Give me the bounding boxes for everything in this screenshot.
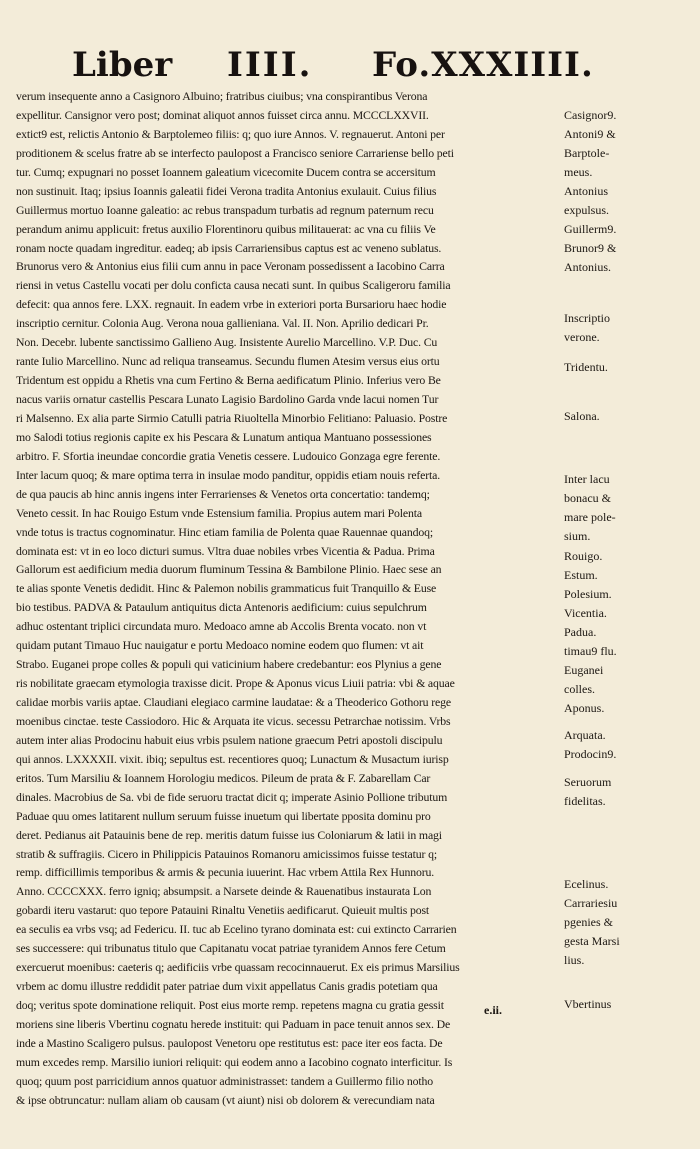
text-line: Strabo. Euganei prope colles & populi qui vaticinium habere credebantur: eos Plynius a gene bbox=[16, 657, 442, 672]
text-line: riensi in vetus Castellu vocati per dolu conficta causa necati sunt. In quibus Scaligeroru familia bbox=[16, 278, 451, 293]
margin-note: Polesium. bbox=[564, 587, 612, 602]
header-liber: Liber bbox=[72, 45, 173, 85]
margin-note: Carrariesiu bbox=[564, 896, 618, 911]
text-line: moenibus cinctae. teste Cassiodoro. Hic & Arquata ite vicus. secessu Petrarchae notissim. Vrbs bbox=[16, 713, 451, 728]
text-line: vrbem ac domu illustre reddidit pater patriae dum vixit appellatus Canis gradis potetiam qua bbox=[16, 979, 438, 994]
margin-note: lius. bbox=[564, 953, 585, 968]
margin-note: Vicentia. bbox=[564, 606, 607, 621]
margin-note: Antonius. bbox=[564, 259, 612, 274]
margin-note: Rouigo. bbox=[564, 549, 603, 564]
margin-note: Prodocin9. bbox=[564, 746, 617, 761]
margin-note: Casignor9. bbox=[564, 107, 617, 122]
margin-note: Vbertinus bbox=[564, 996, 612, 1011]
text-line: bio testibus. PADVA & Pataulum antiquitus dicta Antenoris aedificium: cuius sepulchrum bbox=[16, 600, 427, 615]
text-line: defecit: qua annos fere. LXX. regnauit. In eadem vrbe in exteriori porta Bursarioru haec hodie bbox=[16, 297, 447, 312]
margin-note: Ecelinus. bbox=[564, 877, 609, 892]
margin-note: meus. bbox=[564, 164, 593, 179]
margin-note: sium. bbox=[564, 528, 591, 543]
margin-note: mare pole- bbox=[564, 509, 616, 524]
header-folio-number: Fo.XXXIIII. bbox=[372, 45, 594, 85]
text-line: exercuerut moenibus: caeteris q; aedificiis vrbe quassam recocinnauerut. Ex eis primus Marsilius bbox=[16, 960, 460, 975]
text-line: adhuc ostentant triplici circundata muro. Medoaco amne ab Accolis Brenta vocato. non vt bbox=[16, 619, 427, 634]
margin-note: Antonius bbox=[564, 183, 609, 198]
text-line: ri Malsenno. Ex alia parte Sirmio Catulli patria Riuoltella Minorbio Felitiano: Paluasio. Postre bbox=[16, 410, 448, 425]
text-line: te alias sponte Venetis dedidit. Hinc & Palemon nobilis grammaticus fuit Tranquillo & Euse bbox=[16, 581, 437, 596]
text-line: Gallorum est aedificium media duorum fluminum Tessina & Bambilone Plinio. Haec sese an bbox=[16, 562, 442, 577]
text-line: calidae morbis variis aptae. Claudiani elegiaco carmine laudatae: & a Theoderico Gothoru rege bbox=[16, 695, 451, 709]
header-book-number: IIII. bbox=[227, 45, 313, 85]
margin-note: pgenies & bbox=[564, 915, 613, 930]
text-line: Veneto cessit. In hac Rouigo Estum vnde Estensium familia. Propius autem mari Polenta bbox=[16, 505, 422, 520]
text-line: ronam nocte quadam ingreditur. eadeq; ab ipsis Carrariensibus captus est ac veneno sublatus. bbox=[16, 240, 442, 255]
text-line: deret. Pedianus ait Patauinis bene de rep. meritis datum fuisse ius Coloniarum & latii in magi bbox=[16, 827, 442, 842]
text-line: nacus variis ornatur castellis Pescara Lunato Lagisio Bardolino Garda vnde lacui nomen Tur bbox=[16, 392, 439, 406]
text-line: inscriptio cernitur. Colonia Aug. Verona noua gallieniana. Val. II. Non. Aprilio dedicari Pr. bbox=[16, 316, 429, 331]
text-line: qui annos. LXXXXII. vixit. ibiq; sepultus est. recentiores quoq; Lunactum & Musactum iurisp bbox=[16, 751, 449, 766]
text-line: autem inter alias Prodocinu habuit eius vrbis psulem natione graecum Petri apostoli discipulu bbox=[16, 732, 443, 747]
margin-note: Tridentu. bbox=[564, 359, 608, 374]
margin-note: Seruorum bbox=[564, 774, 612, 789]
margin-note: Inter lacu bbox=[564, 471, 610, 486]
text-line: expellitur. Cansignor vero post; dominat aliquot annos fuisset circa annu. MCCCLXXVII. bbox=[16, 107, 429, 122]
margin-note: timau9 flu. bbox=[564, 644, 617, 659]
text-line: Inter lacum quoq; & mare optima terra in insulae modo panditur, oppidis etiam nouis referta. bbox=[16, 467, 441, 482]
margin-note: Guillerm9. bbox=[564, 221, 617, 236]
running-header bbox=[72, 40, 592, 90]
margin-note: Arquata. bbox=[564, 727, 606, 742]
margin-note: bonacu & bbox=[564, 490, 611, 505]
margin-note: Barptole- bbox=[564, 145, 610, 160]
text-line: proditionem & scelus fratre ab se interfecto paulopost a Francisco seniore Carrariense bello peti bbox=[16, 145, 454, 160]
text-line: Non. Decebr. lubente sanctissimo Gallieno Aug. Insistente Aurelio Marcellino. V.P. Duc. Cu bbox=[16, 335, 438, 350]
text-line: Paduae quu omes latitarent nullum seruum fuisse inuetum qui libertate pposita dominu pro bbox=[16, 808, 431, 823]
text-line: extict9 est, relictis Antonio & Barptolemeo filiis: q; quo iure Annos. V. regnauerut. Antoni per bbox=[16, 126, 445, 141]
margin-note: verone. bbox=[564, 329, 600, 344]
signature-mark: e.ii. bbox=[484, 1003, 502, 1017]
text-line: & ipse obtruncatur: nullam aliam ob causam (vt aiunt) nisi ob dolorem & verecundiam nata bbox=[16, 1092, 435, 1107]
text-line: moriens sine liberis Vbertinu cognatu herede instituit: qui Paduam in pace tenuit annos sex. De bbox=[16, 1016, 451, 1031]
margin-note: Antoni9 & bbox=[564, 126, 616, 141]
text-line: mo Salodi totius regionis capite ex his Pescara & Lunatum antiqua Mantuano possessiones bbox=[16, 429, 432, 444]
text-line: gobardi iteru vastarut: quo tepore Patauini Rinaltu Venetiis aedificarut. Quieuit multis post bbox=[16, 903, 430, 918]
text-line: ris nobilitate graecam etymologia traxisse dicit. Prope & Aponus vicus Liuii patria: vbi & aquae bbox=[16, 676, 455, 691]
margin-note: colles. bbox=[564, 682, 595, 697]
text-line: stratib & suffragiis. Cicero in Philippicis Patauinos Romanoru amicissimos fuisse testatur q; bbox=[16, 846, 437, 861]
text-line: Anno. CCCCXXX. ferro igniq; absumpsit. a Narsete deinde & Rauenatibus instaurata Lon bbox=[16, 884, 432, 899]
text-line: eritos. Tum Marsiliu & Ioannem Horologiu medicos. Pileum de prata & F. Zabarellam Car bbox=[16, 770, 431, 785]
margin-note: Inscriptio bbox=[564, 310, 610, 325]
margin-note: expulsus. bbox=[564, 202, 609, 217]
text-line: ea seculis ea vrbs vsq; ad Federicu. II. tuc ab Ecelino tyrano dominata est: cui extincto Carrarien bbox=[16, 922, 457, 937]
text-line: de qua paucis ab hinc annis ingens inter Ferrarienses & Venetos orta concertatio: tandemq; bbox=[16, 486, 430, 501]
text-line: inde a Mastino Scaligero pulsus. paulopost Venetoru ope restitutus est: pace iter eos facta. De bbox=[16, 1035, 443, 1050]
margin-note: Euganei bbox=[564, 663, 604, 678]
text-line: Tridentum est oppidu a Rhetis vna cum Fertino & Berna aedificatum Plinio. Inferius vero Be bbox=[16, 373, 441, 388]
text-line: quidam putant Timauo Huc nauigatur e portu Medoaco nomine eodem quo flumen: vt ait bbox=[16, 638, 424, 653]
main-text-column bbox=[16, 87, 562, 1110]
text-line: dominata est: vt in eo loco dicturi sumus. Vltra duae nobiles vrbes Vicentia & Padua. Prima bbox=[16, 543, 435, 558]
text-line: tur. Cumq; expugnari no posset Ioannem galeatium vicecomite Ducem contra se accersitum bbox=[16, 164, 436, 179]
text-line: Brunorus vero & Antonius eius filii cum annu in pace Veronam possedissent a Iacobino Carra bbox=[16, 259, 445, 274]
text-line: perandum animu applicuit: fretus auxilio Florentinoru quibus militauerat: ac vna cu filiis Ve bbox=[16, 221, 436, 236]
margin-note: gesta Marsi bbox=[564, 934, 620, 949]
text-line: rante Iulio Marcellino. Nunc ad reliqua transeamus. Secundu flumen Atesim versus eius ortu bbox=[16, 354, 440, 369]
text-line: Guillermus mortuo Ioanne galeatio: ac rebus transpadum turbatis ad regnum paternum recu bbox=[16, 202, 434, 217]
text-line: non sustinuit. Itaq; ipsius Ioannis galeatii fidei Verona tradita Antonius exulauit. Cuius filius bbox=[16, 183, 437, 198]
text-line: arbitro. F. Sfortia ineundae concordie gratia Venetis cessere. Ludouico Gonzaga egre ferente. bbox=[16, 448, 441, 463]
margin-note: Estum. bbox=[564, 568, 598, 583]
text-line: doq; veritus spote dominatione reliquit. Post eius morte remp. repetens magna cu gratia gessit bbox=[16, 998, 444, 1012]
text-line: vnde totus is tractus cognominatur. Hinc etiam familia de Polenta quae Rauennae quandoq; bbox=[16, 524, 433, 539]
margin-note: Brunor9 & bbox=[564, 240, 617, 255]
margin-note: Aponus. bbox=[564, 701, 605, 716]
margin-note: fidelitas. bbox=[564, 793, 606, 808]
text-line: verum insequente anno a Casignoro Albuino; fratribus ciuibus; vna conspirantibus Verona bbox=[16, 89, 428, 103]
margin-note: Padua. bbox=[564, 625, 597, 640]
text-line: dinales. Macrobius de Sa. vbi de fide seruoru tractat dicit q; imperate Asinio Pollione tributum bbox=[16, 789, 448, 804]
text-line: ses successere: qui tribunatus titulo que Capitanatu vocat patriae tyranidem Annos fere Cetum bbox=[16, 941, 446, 956]
text-line: mum excedes remp. Marsilio iuniori reliquit: qui eodem anno a Iacobino cognato interficitur. Is bbox=[16, 1054, 453, 1069]
text-line: remp. difficillimis temporibus & armis & pecunia iuuerint. Hac vrbem Attila Rex Hunnoru. bbox=[16, 865, 435, 880]
text-line: quoq; quum post parricidium annos quatuor administrasset: tandem a Guillermo filio notho bbox=[16, 1073, 433, 1088]
margin-note: Salona. bbox=[564, 409, 600, 424]
